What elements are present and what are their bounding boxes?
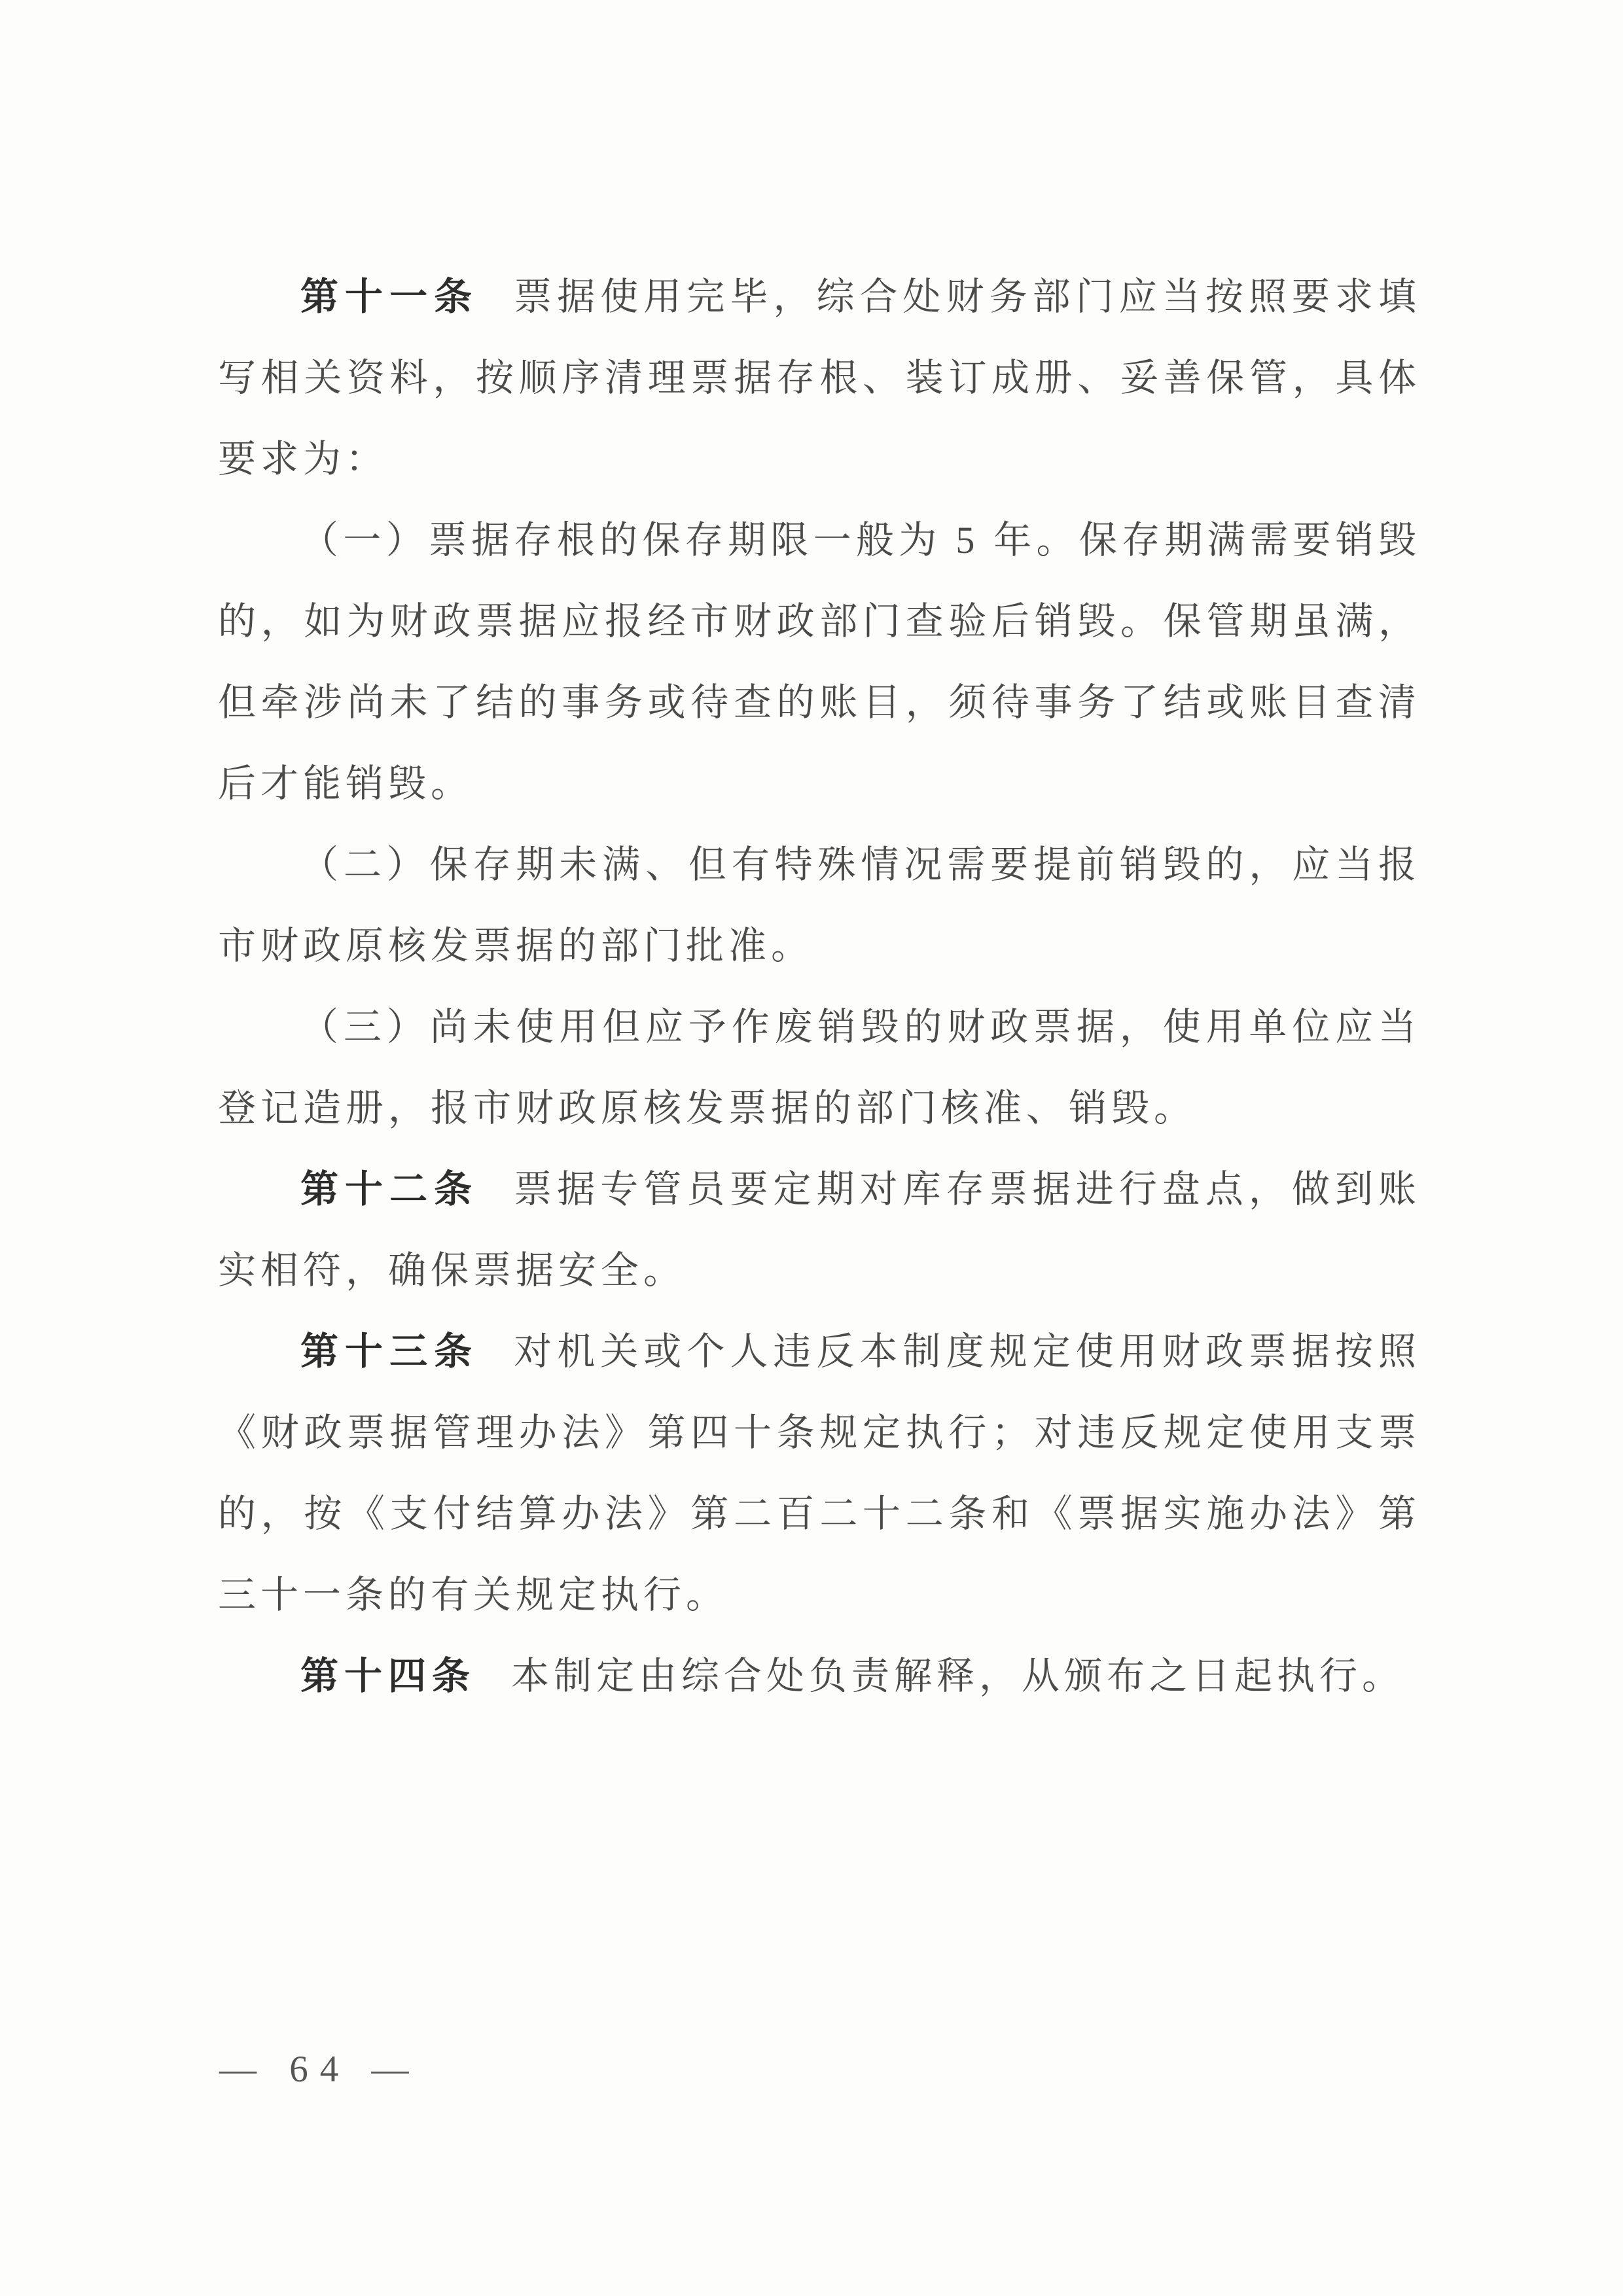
item-2-paragraph xyxy=(218,824,1421,987)
article-11-text: 票据使用完毕，综合处财务部门应当按照要求填写相关资料，按顺序清理票据存根、装订成册、妥善保管，具体要求为： xyxy=(218,275,1421,480)
item-2-text: （二）保存期未满、但有特殊情况需要提前销毁的，应当报市财政原核发票据的部门批准。 xyxy=(218,843,1421,967)
article-13-text: 对机关或个人违反本制度规定使用财政票据按照《财政票据管理办法》第四十条规定执行；对违反规定使用支票的，按《支付结算办法》第二百二十二条和《票据实施办法》第三十一条的有关规定执行。 xyxy=(218,1330,1421,1616)
article-14-paragraph xyxy=(218,1636,1421,1717)
article-13-paragraph xyxy=(218,1311,1421,1636)
article-12-paragraph xyxy=(218,1149,1421,1311)
article-13-number: 第十三条 xyxy=(300,1330,479,1373)
article-11-paragraph xyxy=(218,256,1421,500)
item-1-paragraph xyxy=(218,500,1421,824)
article-14-text: 本制定由综合处负责解释，从颁布之日起执行。 xyxy=(511,1655,1405,1697)
item-3-paragraph xyxy=(218,987,1421,1149)
article-12-text: 票据专管员要定期对库存票据进行盘点，做到账实相符，确保票据安全。 xyxy=(218,1168,1421,1292)
page-number: — 64 — xyxy=(219,2049,421,2090)
item-1-text: （一）票据存根的保存期限一般为 5 年。保存期满需要销毁的，如为财政票据应报经市财政部门查验后销毁。保管期虽满，但牵涉尚未了结的事务或待查的账目，须待事务了结或账目查清后才能销毁。 xyxy=(218,519,1421,805)
document-body xyxy=(218,256,1421,1717)
article-12-number: 第十二条 xyxy=(300,1168,479,1210)
article-14-number: 第十四条 xyxy=(300,1655,476,1697)
article-11-number: 第十一条 xyxy=(300,275,479,318)
item-3-text: （三）尚未使用但应予作废销毁的财政票据，使用单位应当登记造册，报市财政原核发票据的部门核准、销毁。 xyxy=(218,1006,1421,1129)
